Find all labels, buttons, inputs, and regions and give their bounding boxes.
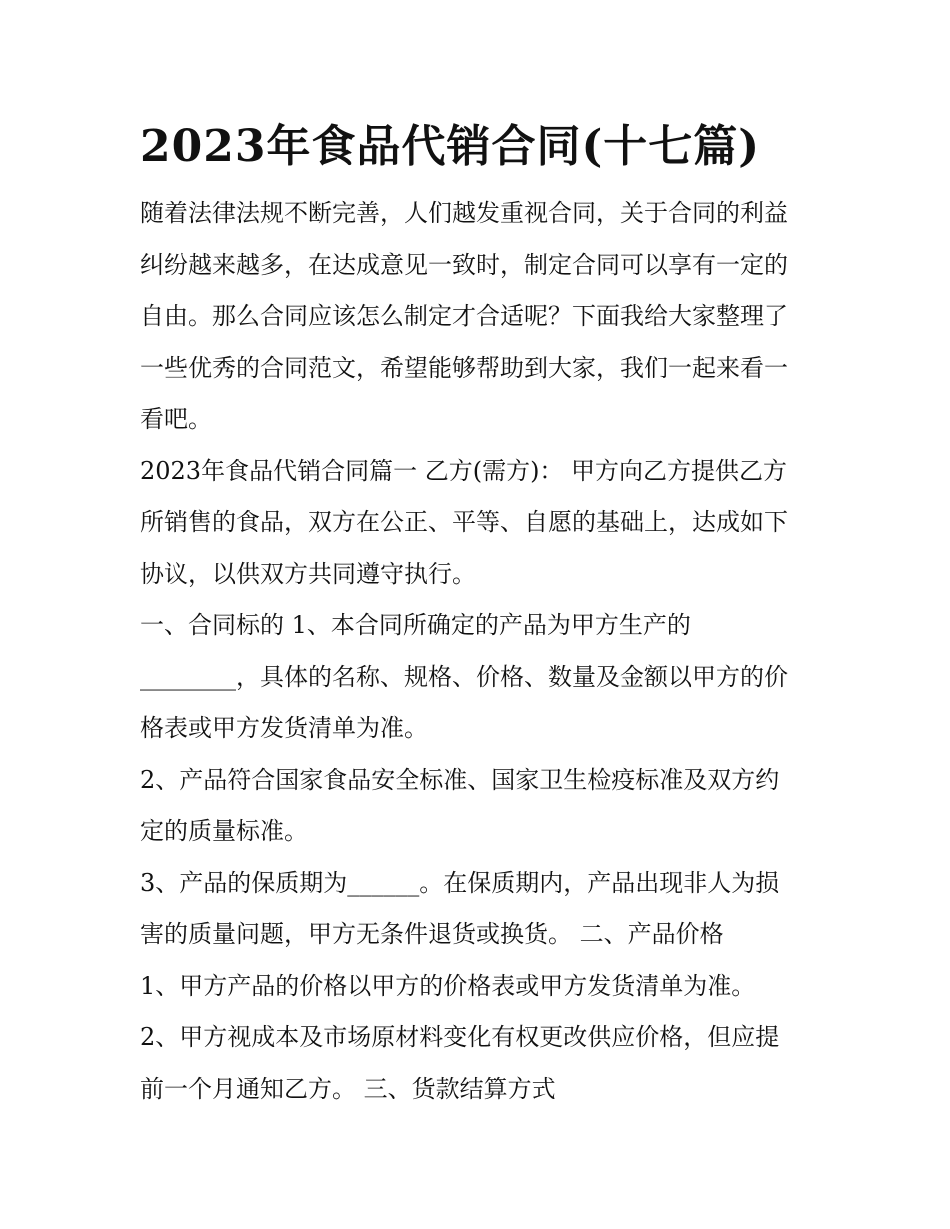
- text-line: 纠纷越来越多，在达成意见一致时，制定合同可以享有一定的: [140, 250, 788, 279]
- text-line: 所销售的食品，双方在公正、平等、自愿的基础上，达成如下: [140, 508, 788, 536]
- text-line: 协议，以供双方共同遵守执行。: [140, 559, 476, 588]
- text-line: 自由。那么合同应该怎么制定才合适呢？下面我给大家整理了: [140, 302, 788, 330]
- text-line: 定的质量标准。: [140, 817, 308, 845]
- text-line: ________，具体的名称、规格、价格、数量及金额以甲方的价: [140, 662, 788, 691]
- text-line: 2、产品符合国家食品安全标准、国家卫生检疫标准及双方约: [140, 765, 780, 794]
- text-line: 害的质量问题，甲方无条件退货或换货。 二、产品价格: [140, 920, 724, 948]
- text-line: 3、产品的保质期为______。在保质期内，产品出现非人为损: [140, 868, 780, 897]
- text-line: 2023年食品代销合同篇一 乙方(需方)： 甲方向乙方提供乙方: [140, 456, 788, 485]
- document-title: 2023年食品代销合同(十七篇): [140, 121, 761, 172]
- text-line: 1、甲方产品的价格以甲方的价格表或甲方发货清单为准。: [140, 971, 756, 1000]
- text-line: 看吧。: [140, 405, 212, 433]
- text-line: 前一个月通知乙方。 三、货款结算方式: [140, 1074, 556, 1103]
- document-body: [140, 188, 820, 1115]
- text-line: 2、甲方视成本及市场原材料变化有权更改供应价格，但应提: [140, 1023, 780, 1051]
- text-line: 一些优秀的合同范文，希望能够帮助到大家，我们一起来看一: [140, 353, 788, 382]
- document-page: [140, 112, 820, 1115]
- text-line: 一、合同标的 1、本合同所确定的产品为甲方生产的: [140, 611, 691, 639]
- text-line: 随着法律法规不断完善，人们越发重视合同，关于合同的利益: [140, 199, 788, 227]
- text-line: 格表或甲方发货清单为准。: [140, 714, 428, 742]
